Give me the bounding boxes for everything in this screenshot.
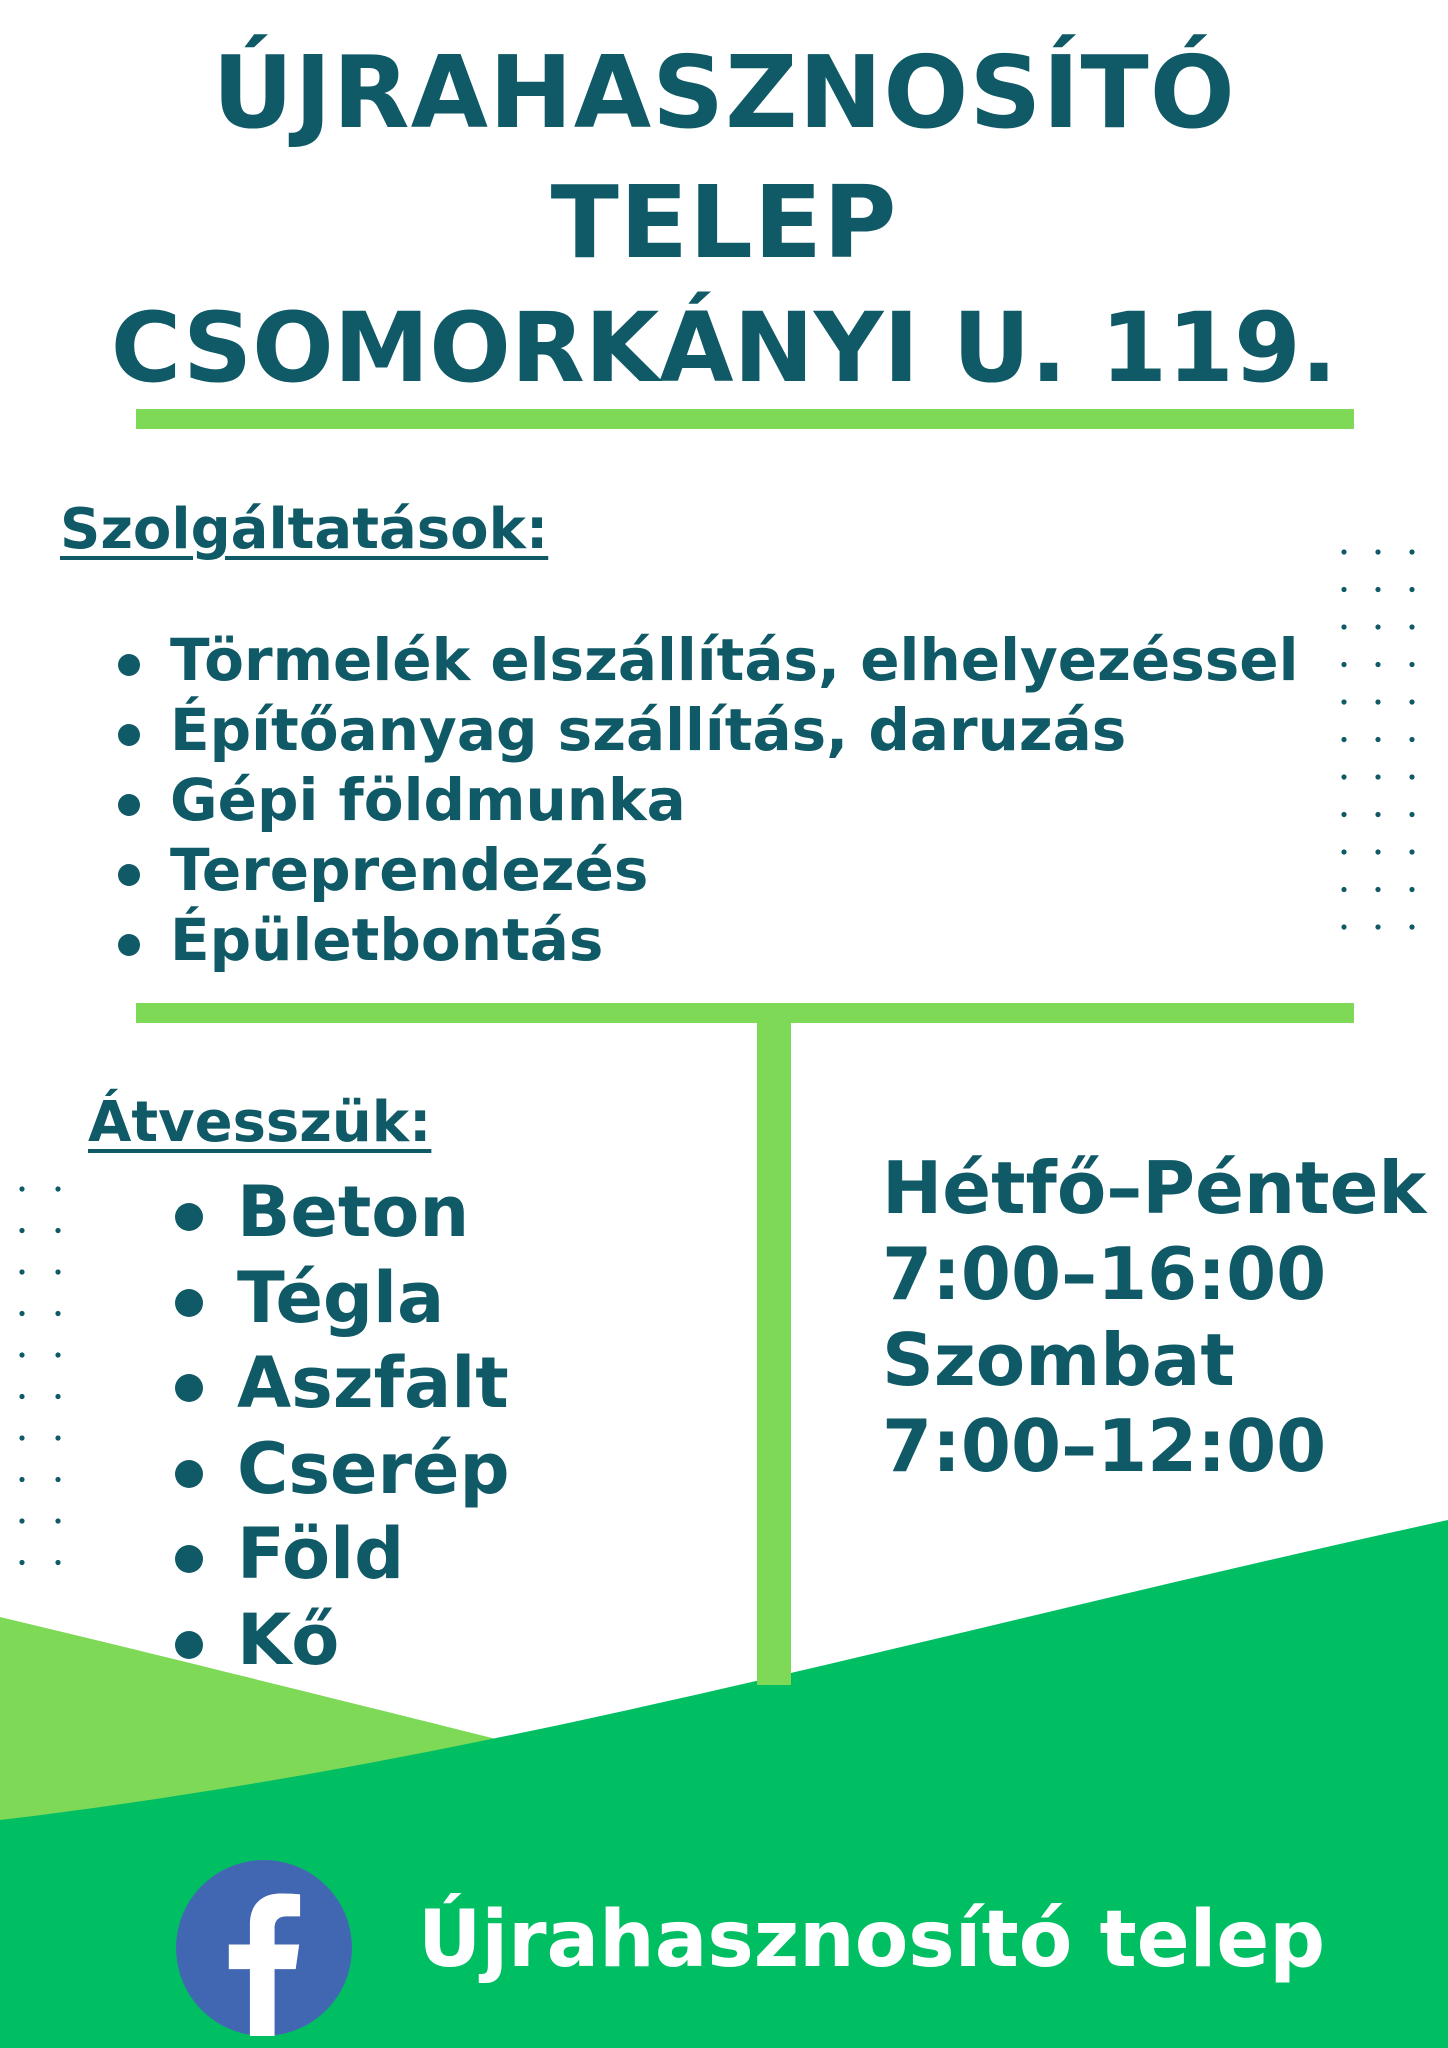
service-item: Törmelék elszállítás, elhelyezéssel	[118, 625, 1298, 695]
decorative-dot	[1341, 924, 1346, 929]
saturday-time: 7:00–12:00	[882, 1404, 1327, 1488]
decorative-dot	[1375, 924, 1380, 929]
accepted-item: Cserép	[175, 1427, 510, 1513]
decorative-dot	[19, 1228, 24, 1233]
decorative-dot	[55, 1560, 60, 1565]
decorative-dot	[1341, 887, 1346, 892]
accepted-list	[175, 1170, 510, 1683]
decorative-dot	[1341, 662, 1346, 667]
decorative-dot	[1341, 737, 1346, 742]
decorative-dot	[1341, 812, 1346, 817]
accepted-item: Tégla	[175, 1256, 510, 1342]
decorative-dot	[1341, 587, 1346, 592]
accepted-heading: Átvesszük:	[88, 1090, 432, 1155]
weekday-label: Hétfő–Péntek	[882, 1146, 1427, 1230]
decorative-dot	[1409, 812, 1414, 817]
decorative-dot	[1341, 774, 1346, 779]
decorative-dot	[55, 1269, 60, 1274]
decorative-dot	[1409, 587, 1414, 592]
decorative-dot	[19, 1518, 24, 1523]
services-list	[118, 625, 1298, 975]
services-heading: Szolgáltatások:	[60, 497, 549, 562]
decorative-dot	[19, 1311, 24, 1316]
decorative-dot	[1409, 849, 1414, 854]
weekday-time: 7:00–16:00	[882, 1232, 1327, 1316]
decorative-dot	[19, 1186, 24, 1191]
service-item: Gépi földmunka	[118, 765, 1298, 835]
decorative-dot	[1375, 549, 1380, 554]
opening-hours	[882, 1145, 1426, 1489]
title-address: CSOMORKÁNYI U. 119.	[110, 292, 1338, 404]
title-line-1: ÚJRAHASZNOSÍTÓ	[212, 34, 1236, 151]
decorative-dot	[19, 1435, 24, 1440]
accepted-item: Beton	[175, 1170, 510, 1256]
decorative-dot	[1375, 849, 1380, 854]
decorative-dot	[1375, 737, 1380, 742]
decorative-dot	[1341, 549, 1346, 554]
decorative-dot	[55, 1352, 60, 1357]
accepted-item: Föld	[175, 1512, 510, 1598]
facebook-icon[interactable]	[176, 1860, 352, 2036]
decorative-dot-grid-right	[1340, 548, 1420, 948]
decorative-dot	[55, 1228, 60, 1233]
decorative-dot	[55, 1311, 60, 1316]
decorative-dot	[19, 1477, 24, 1482]
title-line-2: TELEP	[550, 164, 898, 281]
decorative-dot	[1341, 624, 1346, 629]
decorative-dot	[19, 1352, 24, 1357]
middle-divider	[136, 1003, 1354, 1023]
saturday-label: Szombat	[882, 1318, 1235, 1402]
decorative-dot	[1375, 812, 1380, 817]
vertical-divider	[757, 1003, 791, 1685]
decorative-dot	[1409, 887, 1414, 892]
facebook-page-link[interactable]: Újrahasznosító telep	[418, 1895, 1326, 1985]
decorative-dot	[19, 1394, 24, 1399]
decorative-dot	[55, 1435, 60, 1440]
decorative-dot	[1409, 662, 1414, 667]
accepted-item: Aszfalt	[175, 1341, 510, 1427]
decorative-dot	[1409, 549, 1414, 554]
decorative-dot	[1341, 699, 1346, 704]
decorative-dot	[1409, 624, 1414, 629]
decorative-dot	[19, 1269, 24, 1274]
service-item: Építőanyag szállítás, daruzás	[118, 695, 1298, 765]
service-item: Épületbontás	[118, 905, 1298, 975]
decorative-dot	[1375, 699, 1380, 704]
decorative-dot	[1409, 737, 1414, 742]
service-item: Tereprendezés	[118, 835, 1298, 905]
decorative-dot-grid-left	[18, 1185, 78, 1585]
decorative-dot	[1409, 774, 1414, 779]
decorative-dot	[1375, 774, 1380, 779]
decorative-dot	[1375, 587, 1380, 592]
decorative-dot	[1375, 662, 1380, 667]
decorative-dot	[19, 1560, 24, 1565]
decorative-dot	[1375, 887, 1380, 892]
decorative-dot	[55, 1477, 60, 1482]
decorative-dot	[55, 1394, 60, 1399]
decorative-dot	[55, 1518, 60, 1523]
decorative-dot	[1341, 849, 1346, 854]
decorative-dot	[1375, 624, 1380, 629]
decorative-dot	[55, 1186, 60, 1191]
top-divider	[136, 409, 1354, 429]
decorative-dot	[1409, 699, 1414, 704]
accepted-item: Kő	[175, 1598, 510, 1684]
decorative-dot	[1409, 924, 1414, 929]
